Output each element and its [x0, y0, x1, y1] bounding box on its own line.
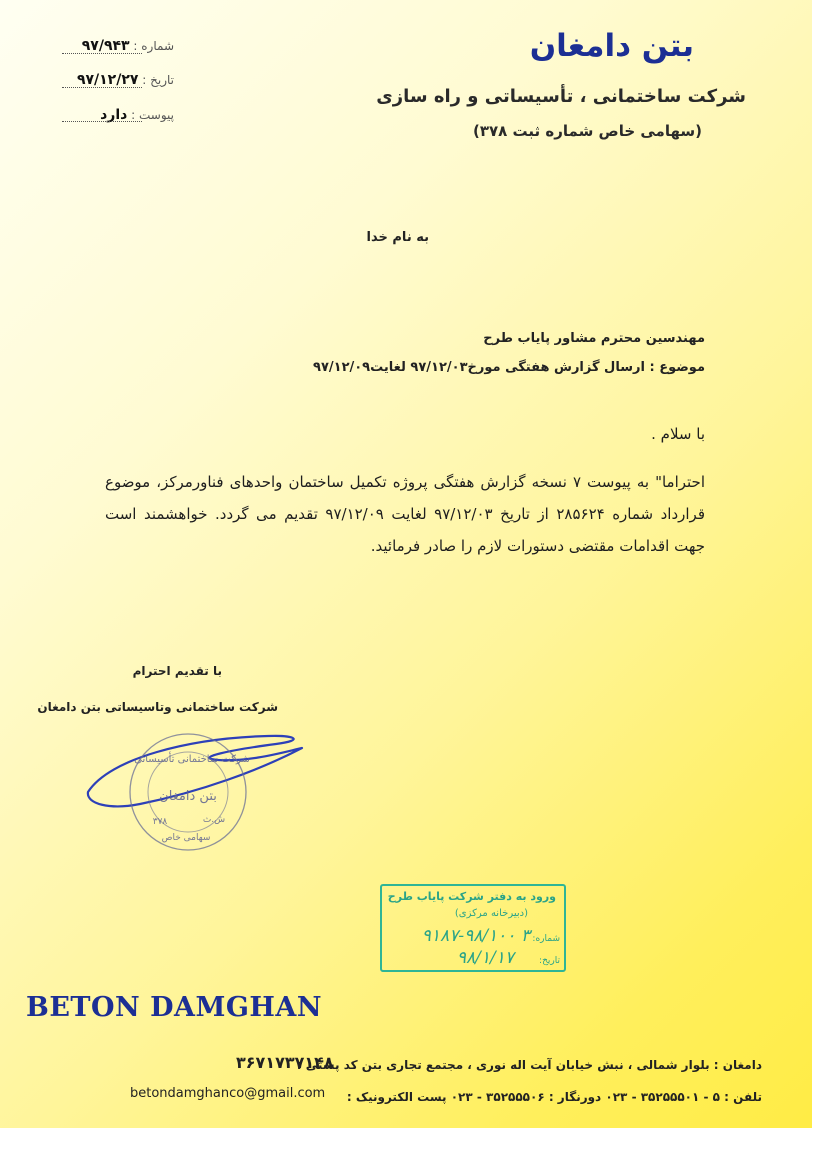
- footer-postal-code: ۳۶۷۱۷۳۷۱۴۸: [236, 1053, 334, 1072]
- closing-line: با تقدیم احترام: [132, 664, 222, 678]
- letter-body-paragraph: احتراما" به پیوست ۷ نسخه گزارش هفتگی پروژه تکمیل ساختمان واحدهای فناورمرکز، موضوع قرارداد شماره ۲۸۵۶۲۴ از تاریخ ۹۷/۱۲/۰۳ لغایت ۹۷/۱۲/۰۹ تقدیم می گردد. خواهشمند است جهت اقدامات مقتضی دستورات لازم را صادر فرمائید.: [105, 473, 706, 555]
- footer-address: دامغان : بلوار شمالی ، نبش خیابان آیت اله نوری ، مجتمع تجاری بتن کد پستی :: [296, 1058, 762, 1072]
- received-stamp-title: ورود به دفتر شرکت پایاب طرح: [387, 890, 556, 903]
- seal-text-2: بتن دامغان: [159, 789, 217, 804]
- received-stamp-date-label: تاریخ:: [539, 956, 560, 966]
- signature-and-seal: [80, 700, 320, 860]
- received-stamp-date: ۹۸/۱/۱۷: [456, 948, 514, 968]
- letter-attachment-value: دارد: [100, 107, 128, 123]
- received-stamp: [380, 884, 566, 972]
- company-registration: (سهامی خاص شماره ثبت ۳۷۸): [472, 122, 702, 140]
- subject-line: موضوع : ارسال گزارش هفتگی مورخ۹۷/۱۲/۰۳ لغایت۹۷/۱۲/۰۹: [313, 360, 705, 375]
- signatory-company: شرکت ساختمانی وتاسیساتی بتن دامغان: [37, 700, 278, 714]
- received-stamp-number-label: شماره:: [532, 934, 560, 944]
- received-stamp-subtitle: (دبیرخانه مرکزی): [454, 908, 528, 919]
- company-name: بتن دامغان: [529, 28, 694, 64]
- bismillah-heading: به نام خدا: [366, 230, 429, 245]
- letter-date-row: [62, 72, 174, 88]
- seal-text-5: سهامی خاص: [161, 833, 211, 843]
- received-stamp-number: ۳ ۹۱۸۷-۹۸/۱۰۰: [421, 926, 530, 946]
- seal-text-3: ش.ث: [202, 815, 226, 825]
- recipient-line: مهندسین محترم مشاور پایاب طرح: [483, 331, 705, 346]
- seal-text-4: ۳۷۸: [152, 817, 168, 827]
- footer-phones: تلفن : ۵ - ۳۵۲۵۵۵۰۱ - ۰۲۳ دورنگار : ۳۵۲۵۵۵۰۶ - ۰۲۳ پست الکترونیک :: [346, 1090, 762, 1104]
- letter-number-row: [62, 38, 174, 54]
- letter-number-label: شماره :: [129, 39, 174, 53]
- company-type: شرکت ساختمانی ، تأسیساتی و راه سازی: [376, 86, 746, 107]
- brand-english-name: BETON DAMGHAN: [26, 992, 323, 1023]
- seal-text-1: شرکت ساختمانی تأسیساتی: [134, 754, 250, 765]
- letter-number-value: ۹۷/۹۴۳: [81, 38, 130, 54]
- letter-attachment-label: پیوست :: [127, 108, 174, 122]
- footer-email-link[interactable]: betondamghanco@gmail.com: [130, 1086, 326, 1101]
- letter-date-label: تاریخ :: [138, 73, 174, 87]
- greeting-line: با سلام .: [651, 425, 705, 443]
- letter-date-value: ۹۷/۱۲/۲۷: [76, 72, 139, 88]
